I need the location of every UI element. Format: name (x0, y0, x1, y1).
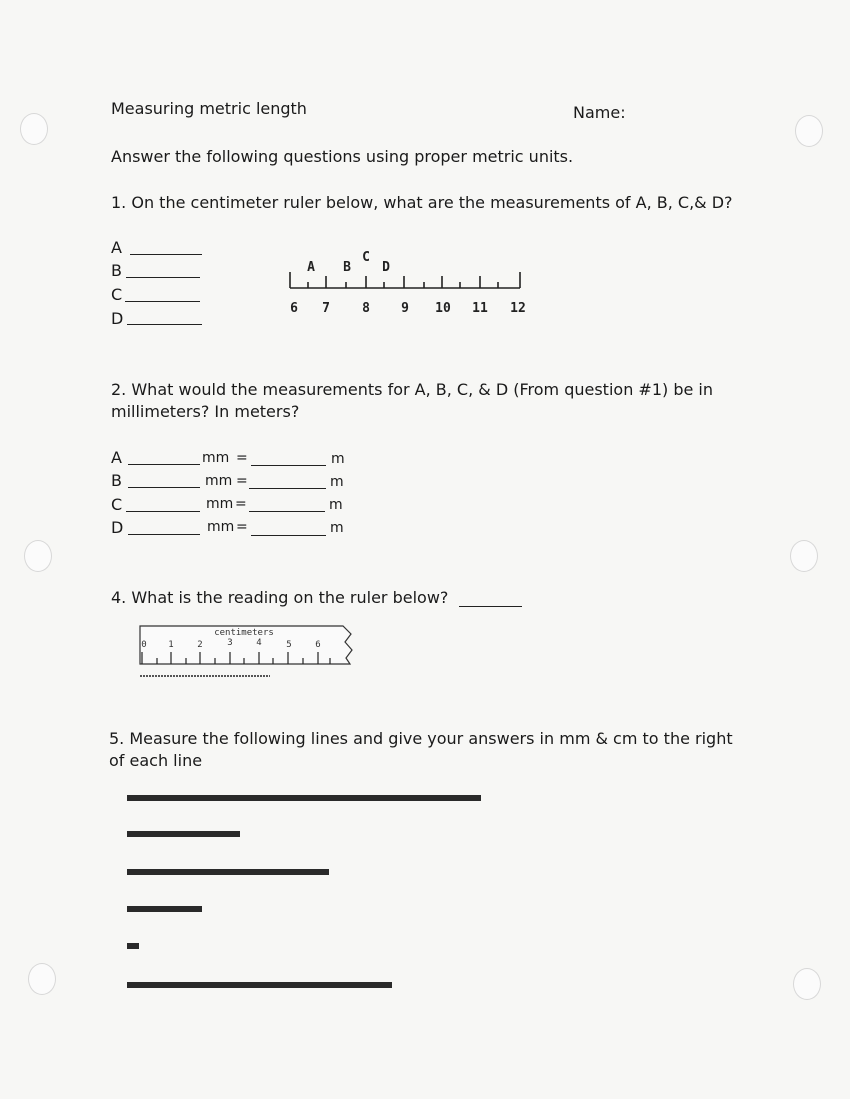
q2-row-a-m-blank[interactable] (251, 465, 326, 466)
centimeter-ruler-q4 (138, 622, 360, 680)
ruler-number-11: 11 (472, 301, 488, 316)
ruler-q4-number-4: 4 (256, 638, 262, 648)
measure-line-2 (127, 831, 240, 837)
ruler-marker-b: B (343, 260, 351, 275)
q2-row-a-mm-unit: mm (202, 450, 230, 466)
q2-row-a-mm-blank[interactable] (128, 464, 200, 465)
q2-row-b-label: B (111, 471, 122, 490)
ruler-marker-a: A (307, 260, 315, 275)
q1-label-c: C (111, 285, 123, 304)
q2-row-c-label: C (111, 495, 123, 514)
ruler-q4-number-1: 1 (168, 640, 174, 650)
ruler-marker-d: D (382, 260, 390, 275)
question-5-text-line2: of each line (109, 751, 203, 770)
q1-blank-d[interactable] (127, 324, 202, 325)
q2-row-d-m-blank[interactable] (251, 535, 326, 536)
ruler-number-10: 10 (435, 301, 451, 316)
ruler-number-12: 12 (510, 301, 526, 316)
worksheet-title: Measuring metric length (111, 99, 307, 118)
question-5-text-line1: 5. Measure the following lines and give your answers in mm & cm to the right (109, 729, 733, 748)
q2-row-a-equals: = (236, 450, 248, 466)
q2-row-d-m-unit: m (330, 520, 344, 536)
q1-label-a: A (111, 238, 122, 257)
ruler-q4-number-3: 3 (227, 638, 233, 648)
q2-row-d-mm-blank[interactable] (128, 534, 200, 535)
q2-row-c-m-blank[interactable] (249, 511, 325, 512)
ruler-number-9: 9 (401, 301, 409, 316)
q2-row-d-equals: = (236, 519, 248, 535)
q2-row-d-mm-unit: mm (207, 519, 235, 535)
measure-line-4 (127, 906, 202, 912)
ruler-number-7: 7 (322, 301, 330, 316)
centimeter-ruler-q1 (280, 246, 540, 322)
q2-row-c-mm-unit: mm (206, 496, 234, 512)
name-label: Name: (573, 103, 626, 122)
ruler-q4-number-0: 0 (141, 640, 147, 650)
question-2-text-line1: 2. What would the measurements for A, B, C, & D (From question #1) be in (111, 380, 713, 399)
q1-blank-c[interactable] (125, 301, 200, 302)
q1-blank-b[interactable] (126, 277, 200, 278)
q2-row-b-m-unit: m (330, 474, 344, 490)
q1-label-b: B (111, 261, 122, 280)
q4-answer-blank[interactable] (459, 606, 522, 607)
question-4-text: 4. What is the reading on the ruler below? (111, 588, 449, 607)
ruler-marker-c: C (362, 250, 370, 265)
punch-hole-mid-left (24, 540, 52, 572)
ruler-q4-number-5: 5 (286, 640, 292, 650)
q2-row-a-m-unit: m (331, 451, 345, 467)
measure-line-5 (127, 943, 139, 949)
question-2-text-line2: millimeters? In meters? (111, 402, 300, 421)
question-1-text: 1. On the centimeter ruler below, what are the measurements of A, B, C,& D? (111, 193, 733, 212)
q2-row-c-equals: = (235, 496, 247, 512)
ruler-number-6: 6 (290, 301, 298, 316)
measure-line-6 (127, 982, 392, 988)
q2-row-b-mm-blank[interactable] (128, 487, 200, 488)
q2-row-d-label: D (111, 518, 124, 537)
q2-row-b-m-blank[interactable] (249, 488, 326, 489)
q2-row-c-m-unit: m (329, 497, 343, 513)
punch-hole-top-right (795, 115, 823, 147)
q1-blank-a[interactable] (130, 254, 202, 255)
ruler-q4-number-6: 6 (315, 640, 321, 650)
q2-row-a-label: A (111, 448, 122, 467)
punch-hole-mid-right (790, 540, 818, 572)
q2-row-c-mm-blank[interactable] (126, 511, 200, 512)
q1-label-d: D (111, 309, 124, 328)
q2-row-b-equals: = (236, 473, 248, 489)
punch-hole-top-left (20, 113, 48, 145)
punch-hole-bottom-right (793, 968, 821, 1000)
measure-line-3 (127, 869, 329, 875)
ruler-unit-label: centimeters (214, 628, 274, 638)
punch-hole-bottom-left (28, 963, 56, 995)
measure-line-1 (127, 795, 481, 801)
ruler-number-8: 8 (362, 301, 370, 316)
q2-row-b-mm-unit: mm (205, 473, 233, 489)
instructions: Answer the following questions using proper metric units. (111, 147, 574, 166)
ruler-q4-number-2: 2 (197, 640, 203, 650)
